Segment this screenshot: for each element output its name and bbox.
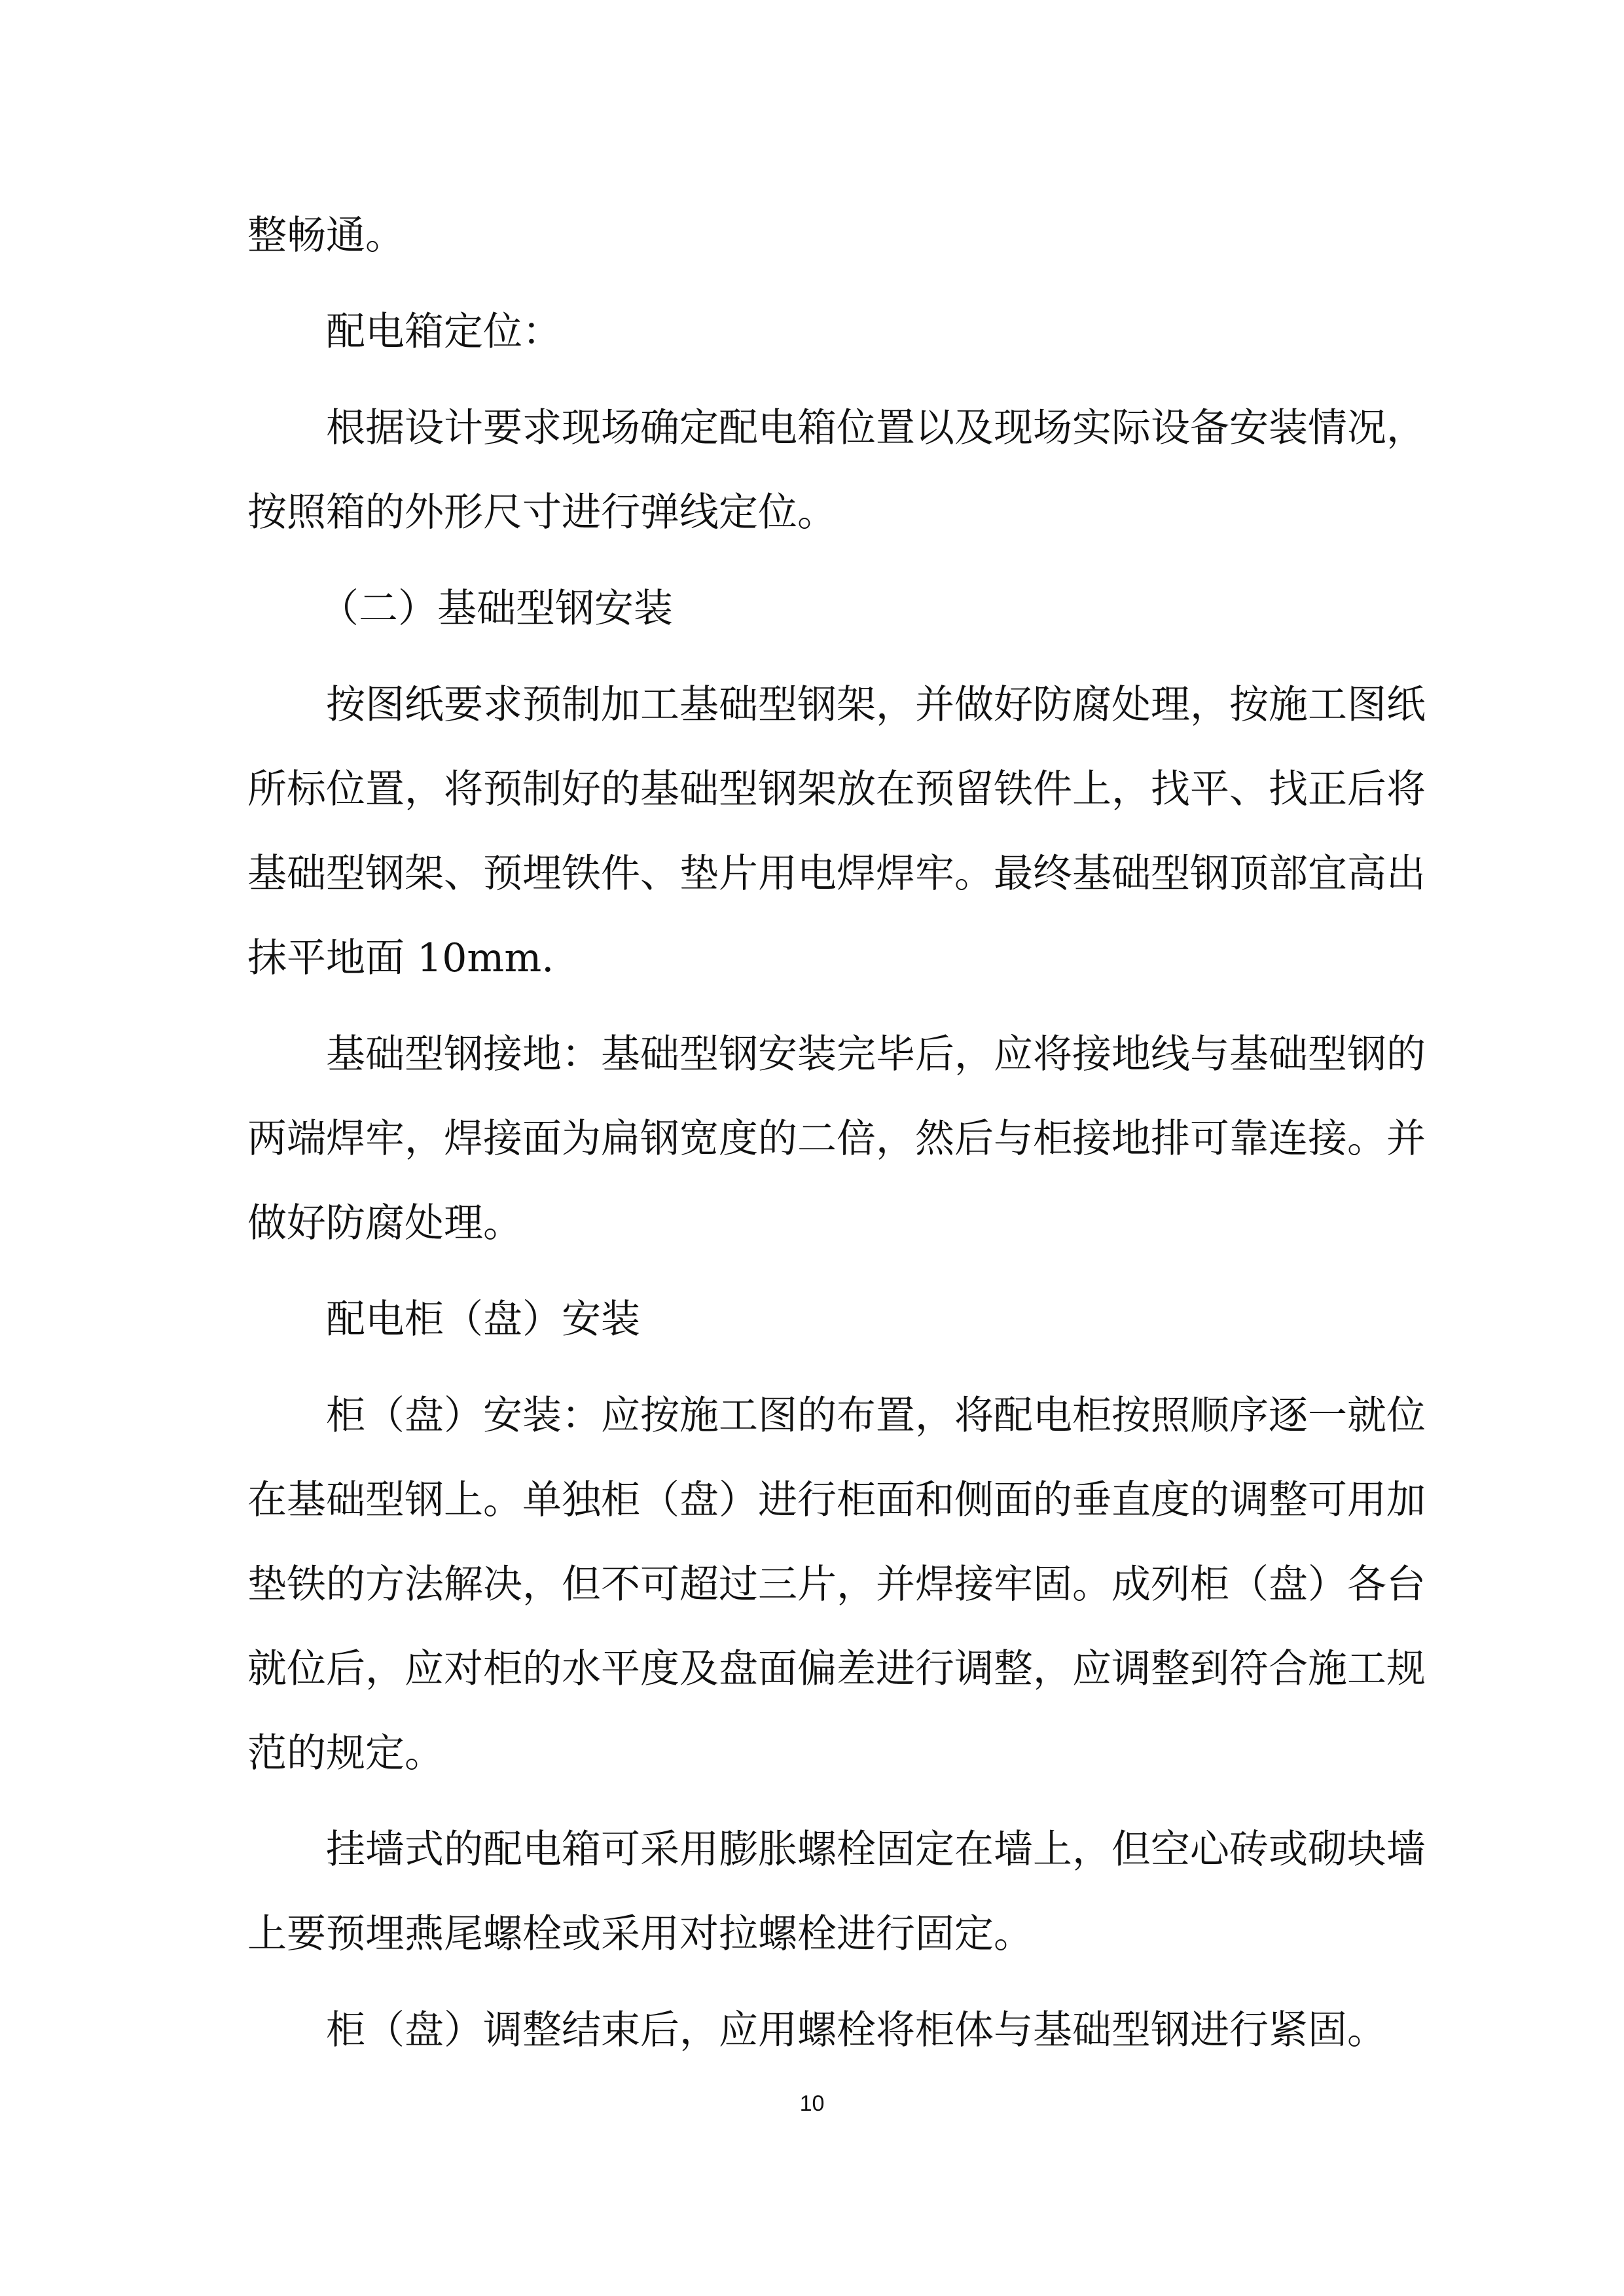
text-line: 配电柜（盘）安装: [326, 1297, 640, 1342]
section-heading: [247, 567, 1384, 651]
text-line: 基础型钢架、预埋铁件、垫片用电焊焊牢。最终基础型钢顶部宜高出: [247, 851, 1426, 897]
text-line: 在基础型钢上。单独柜（盘）进行柜面和侧面的垂直度的调整可用加: [247, 1477, 1426, 1523]
paragraph: [247, 386, 1426, 555]
text-line: 根据设计要求现场确定配电箱位置以及现场实际设备安装情况，: [326, 405, 1426, 451]
text-line: 垫铁的方法解决，但不可超过三片，并焊接牢固。成列柜（盘）各台: [247, 1562, 1426, 1607]
text-line: 抹平地面 10mm.: [247, 935, 554, 981]
text-line: 按照箱的外形尺寸进行弹线定位。: [247, 490, 837, 535]
text-line: 两端焊牢，焊接面为扁钢宽度的二倍，然后与柜接地排可靠连接。并: [247, 1116, 1426, 1162]
text-line: 就位后，应对柜的水平度及盘面偏差进行调整，应调整到符合施工规: [247, 1646, 1426, 1692]
text-line: 基础型钢接地：基础型钢安装完毕后，应将接地线与基础型钢的: [326, 1031, 1426, 1077]
text-line: 配电箱定位：: [326, 309, 562, 355]
text-line: 按图纸要求预制加工基础型钢架，并做好防腐处理，按施工图纸: [326, 682, 1426, 728]
text-line: 柜（盘）调整结束后，应用螺栓将柜体与基础型钢进行紧固。: [326, 2007, 1386, 2053]
text-line: （二）基础型钢安装: [319, 586, 673, 632]
paragraph: [247, 1278, 1384, 1362]
page-number: 10: [799, 2091, 825, 2116]
text-line: 挂墙式的配电箱可采用膨胀螺栓固定在墙上，但空心砖或砌块墙: [326, 1827, 1426, 1873]
paragraph: [247, 663, 1426, 1001]
text-line: 范的规定。: [247, 1731, 444, 1776]
paragraph: [247, 1988, 1384, 2073]
text-line: 整畅通。: [247, 213, 405, 259]
paragraph: [247, 1374, 1426, 1796]
paragraph: [247, 290, 1384, 374]
text-line: 柜（盘）安装：应按施工图的布置，将配电柜按照顺序逐一就位: [326, 1393, 1426, 1439]
text-line: 所标位置，将预制好的基础型钢架放在预留铁件上，找平、找正后将: [247, 766, 1426, 812]
paragraph: [247, 1808, 1426, 1977]
paragraph: [247, 194, 1384, 278]
paragraph: [247, 1013, 1426, 1266]
text-line: 上要预埋燕尾螺栓或采用对拉螺栓进行固定。: [247, 1911, 1033, 1957]
document-body: [247, 194, 1426, 2085]
text-line: 做好防腐处理。: [247, 1200, 522, 1246]
